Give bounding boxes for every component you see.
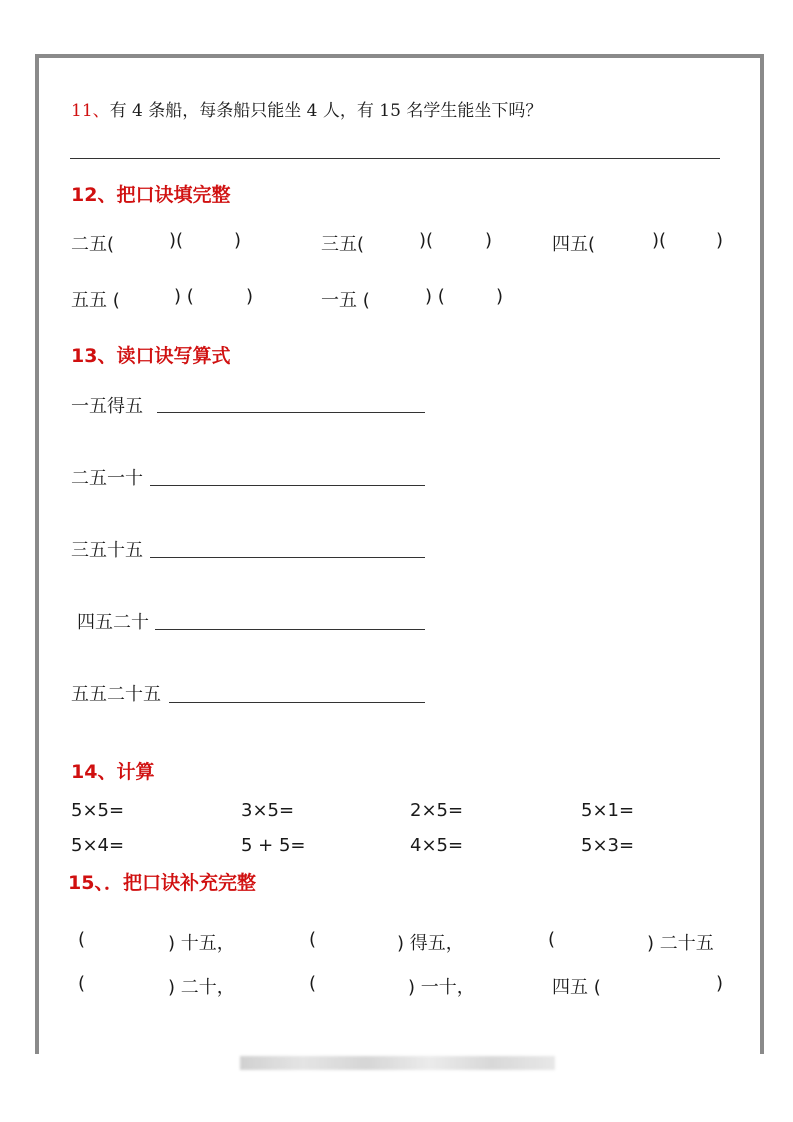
question-13-title: 13、读口诀写算式 — [71, 345, 231, 367]
q15-item-text: ) 一十， — [408, 977, 475, 998]
q13-item-1: 一五得五 — [71, 396, 143, 417]
q12-item-label: 四五( — [552, 234, 596, 255]
q13-item-4: 四五二十 — [77, 612, 149, 633]
calc-item[interactable]: 5×4= — [71, 835, 125, 856]
q13-answer-line-1[interactable] — [157, 412, 425, 413]
q13-answer-line-3[interactable] — [150, 557, 425, 558]
q12-item-4-mid[interactable]: ) ( — [174, 286, 194, 307]
answer-line-11[interactable] — [70, 158, 720, 159]
q15-blank-open[interactable]: ( — [548, 929, 556, 950]
q12-item-3 — [552, 230, 595, 256]
calc-item[interactable]: 4×5= — [410, 835, 464, 856]
blurred-watermark — [240, 1056, 555, 1070]
q12-item-5-end[interactable]: ) — [496, 286, 504, 307]
calc-item[interactable]: 5 + 5= — [241, 835, 306, 856]
q15-blank-open[interactable]: ( — [309, 973, 317, 994]
q12-item-5-mid[interactable]: ) ( — [425, 286, 445, 307]
q12-item-4 — [71, 286, 120, 312]
q13-answer-line-2[interactable] — [150, 485, 425, 486]
question-11 — [71, 96, 542, 121]
q15-item-text: ) 得五， — [397, 933, 464, 954]
q15-blank-open[interactable]: ( — [309, 929, 317, 950]
calc-item[interactable]: 3×5= — [241, 800, 295, 821]
q12-item-1 — [71, 230, 114, 256]
q15-item-text: ) 二十， — [168, 977, 235, 998]
calc-item[interactable]: 2×5= — [410, 800, 464, 821]
q12-item-2 — [321, 230, 364, 256]
q12-item-2-end[interactable]: ) — [485, 230, 493, 251]
q13-item-3: 三五十五 — [71, 540, 143, 561]
q12-item-label: 五五 ( — [71, 290, 120, 311]
q13-item-5: 五五二十五 — [71, 684, 161, 705]
question-14-title: 14、计算 — [71, 761, 155, 783]
question-15-title: 15、．把口诀补充完整 — [68, 872, 256, 894]
q15-item-text: ) 二十五 — [647, 933, 714, 954]
calc-item[interactable]: 5×1= — [581, 800, 635, 821]
q15-blank-open[interactable]: ( — [78, 929, 86, 950]
q12-item-3-mid[interactable]: )( — [652, 230, 667, 251]
q12-item-3-end[interactable]: ) — [716, 230, 724, 251]
question-11-number: 11、 — [71, 101, 110, 121]
q15-blank-open[interactable]: ( — [78, 973, 86, 994]
q12-item-label: 一五 ( — [321, 290, 370, 311]
q13-answer-line-4[interactable] — [155, 629, 425, 630]
q15-item-text: ) 十五， — [168, 933, 235, 954]
q12-item-5 — [321, 286, 370, 312]
q15-item-text: ) — [716, 973, 724, 994]
calc-item[interactable]: 5×5= — [71, 800, 125, 821]
q12-item-1-end[interactable]: ) — [234, 230, 242, 251]
calc-item[interactable]: 5×3= — [581, 835, 635, 856]
q12-item-label: 三五( — [321, 234, 365, 255]
q15-blank-open[interactable]: 四五 ( — [552, 977, 601, 998]
q12-item-4-end[interactable]: ) — [246, 286, 254, 307]
question-12-title: 12、把口诀填完整 — [71, 184, 231, 206]
q12-item-2-mid[interactable]: )( — [419, 230, 434, 251]
q13-answer-line-5[interactable] — [169, 702, 425, 703]
question-11-text: 有 4 条船，每条船只能坐 4 人，有 15 名学生能坐下吗？ — [109, 101, 543, 121]
q12-item-1-mid[interactable]: )( — [169, 230, 184, 251]
q13-item-2: 二五一十 — [71, 468, 143, 489]
q12-item-label: 二五( — [71, 234, 115, 255]
